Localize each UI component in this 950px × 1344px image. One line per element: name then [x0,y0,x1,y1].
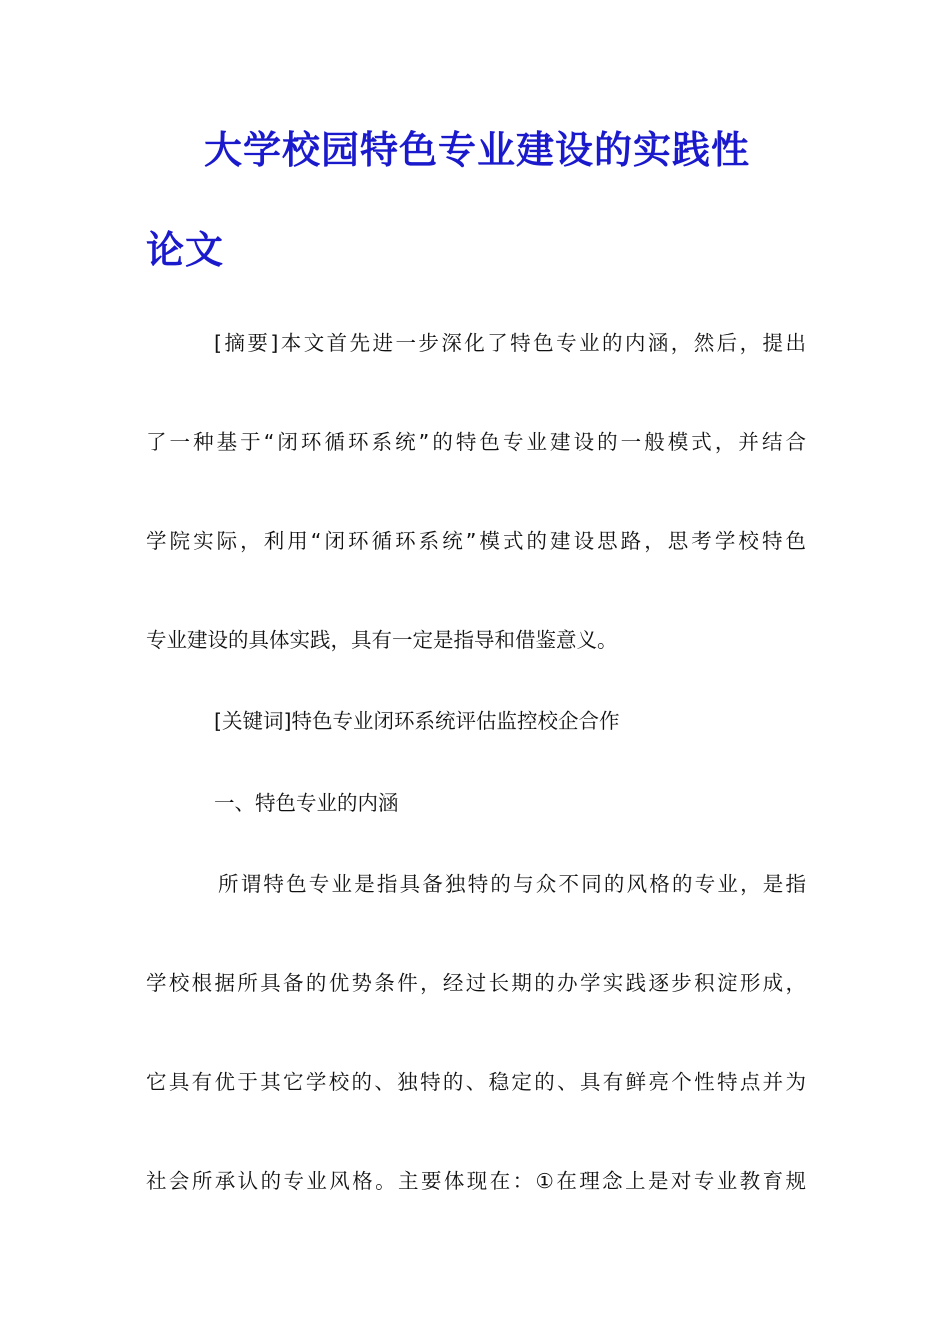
body-line: 所谓特色专业是指具备独特的与众不同的风格的专业，是指 [218,872,806,896]
abstract-line: [摘要]本文首先进一步深化了特色专业的内涵，然后，提出 [214,331,806,355]
section-heading: 一、特色专业的内涵 [214,791,399,815]
keywords-line: [关键词]特色专业闭环系统评估监控校企合作 [214,709,620,733]
document-title-line-2: 论文 [146,228,225,272]
document-title-line-1: 大学校园特色专业建设的实践性 [204,128,751,172]
abstract-line: 专业建设的具体实践，具有一定是指导和借鉴意义。 [146,628,618,652]
abstract-line: 了一种基于“闭环循环系统”的特色专业建设的一般模式，并结合 [146,430,806,454]
body-line: 学校根据所具备的优势条件，经过长期的办学实践逐步积淀形成， [146,971,806,995]
body-line: 社会所承认的专业风格。主要体现在：①在理念上是对专业教育规 [146,1169,806,1193]
abstract-line: 学院实际，利用“闭环循环系统”模式的建设思路，思考学校特色 [146,529,806,553]
body-line: 它具有优于其它学校的、独特的、稳定的、具有鲜亮个性特点并为 [146,1070,806,1094]
